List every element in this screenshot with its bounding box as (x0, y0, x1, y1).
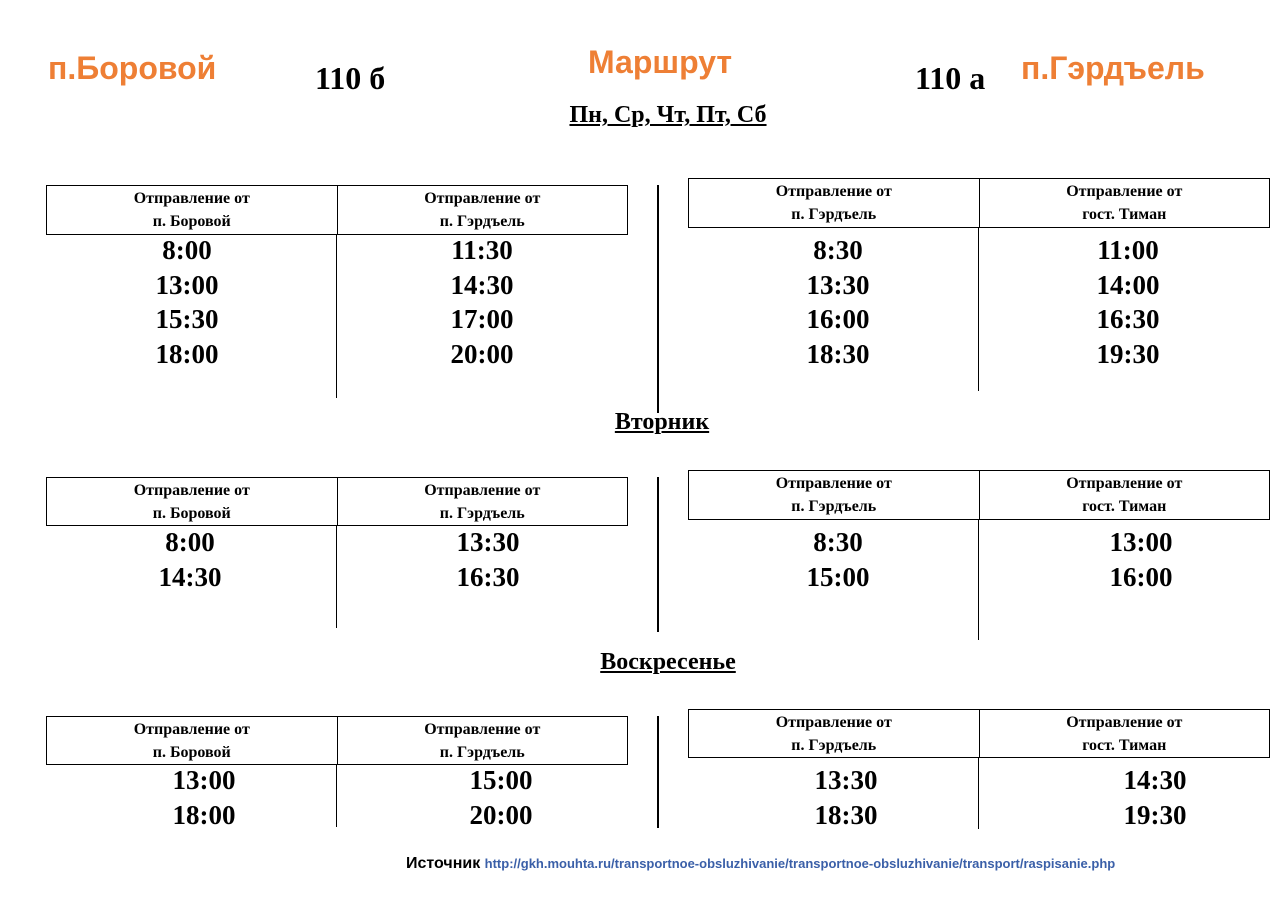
schedule-table-header (688, 470, 1270, 520)
section-heading-tuesday: Вторник (614, 409, 710, 435)
departure-time: 18:30 (806, 339, 870, 370)
departure-times-column (728, 525, 948, 594)
departure-times-column (736, 763, 956, 832)
schedule-table-header (688, 709, 1270, 758)
source-label: Источник (406, 855, 481, 872)
departure-time: 20:00 (469, 799, 533, 830)
column-header: Отправление от гост. Тиман (979, 179, 1270, 227)
left-route-number: 110 б (315, 60, 386, 96)
departure-times-column (1018, 233, 1238, 372)
departure-times-column (372, 233, 592, 372)
column-divider (336, 526, 337, 628)
departure-time: 16:00 (1109, 561, 1173, 592)
column-divider (336, 765, 337, 827)
departure-time: 20:00 (450, 339, 514, 370)
schedule-table-header (46, 716, 628, 765)
section-heading-weekdays: Пн, Ср, Чт, Пт, Сб (569, 102, 767, 128)
departure-time: 8:00 (165, 527, 215, 557)
departure-times-column (1045, 763, 1265, 832)
departure-time: 11:30 (451, 235, 513, 265)
route-title: Маршрут (588, 44, 733, 80)
right-stop-title: п.Гэрдъель (1021, 50, 1205, 86)
departure-time: 17:00 (450, 304, 514, 335)
column-header: Отправление от п. Гэрдъель (775, 183, 892, 223)
departure-time: 15:00 (469, 765, 533, 795)
departure-time: 15:00 (806, 561, 870, 592)
departure-time: 14:30 (1123, 765, 1187, 795)
departure-time: 16:30 (1096, 304, 1160, 335)
departure-time: 13:00 (172, 765, 236, 795)
departure-time: 18:00 (172, 799, 236, 830)
column-header: Отправление от гост. Тиман (979, 471, 1270, 519)
departure-time: 14:30 (158, 561, 222, 592)
schedule-table-header (46, 477, 628, 526)
departure-time: 8:00 (162, 235, 212, 265)
departure-time: 13:00 (155, 269, 219, 300)
route-separator (657, 185, 659, 413)
source-link[interactable]: http://gkh.mouhta.ru/transportnoe-obsluzhivanie/transportnoe-obsluzhivanie/transport/raspisanie.php (484, 856, 1116, 871)
departure-time: 19:30 (1123, 799, 1187, 830)
departure-time: 18:00 (155, 339, 219, 370)
left-stop-title: п.Боровой (48, 50, 217, 86)
departure-times-column (378, 525, 598, 594)
departure-time: 13:30 (456, 527, 520, 557)
section-heading-sunday: Воскресенье (600, 649, 736, 675)
departure-time: 8:30 (813, 235, 863, 265)
column-header: Отправление от п. Гэрдъель (337, 478, 628, 525)
schedule-table-header (46, 185, 628, 235)
column-header: Отправление от п. Гэрдъель (775, 714, 892, 754)
departure-times-column (94, 763, 314, 832)
departure-time: 14:30 (450, 269, 514, 300)
column-header: Отправление от п. Боровой (133, 482, 250, 522)
departure-times-column (1031, 525, 1251, 594)
departure-time: 13:30 (814, 765, 878, 795)
column-header: Отправление от п. Гэрдъель (337, 186, 628, 234)
departure-time: 13:30 (806, 269, 870, 300)
right-route-number: 110 а (915, 60, 986, 96)
source-line (406, 855, 1115, 873)
schedule-table-header (688, 178, 1270, 228)
departure-time: 18:30 (814, 799, 878, 830)
departure-times-column (391, 763, 611, 832)
column-divider (336, 235, 337, 398)
departure-time: 15:30 (155, 304, 219, 335)
departure-times-column (728, 233, 948, 372)
departure-times-column (80, 525, 300, 594)
column-divider (978, 228, 979, 391)
column-divider (978, 520, 979, 640)
column-header: Отправление от гост. Тиман (979, 710, 1270, 757)
column-header: Отправление от п. Гэрдъель (775, 475, 892, 515)
route-separator (657, 477, 659, 632)
column-divider (978, 758, 979, 829)
departure-time: 16:30 (456, 561, 520, 592)
departure-time: 16:00 (806, 304, 870, 335)
column-header: Отправление от п. Боровой (133, 190, 250, 230)
departure-time: 14:00 (1096, 269, 1160, 300)
column-header: Отправление от п. Гэрдъель (337, 717, 628, 764)
departure-times-column (77, 233, 297, 372)
column-header: Отправление от п. Боровой (133, 721, 250, 761)
departure-time: 13:00 (1109, 527, 1173, 557)
departure-time: 11:00 (1097, 235, 1159, 265)
route-separator (657, 716, 659, 828)
departure-time: 19:30 (1096, 339, 1160, 370)
departure-time: 8:30 (813, 527, 863, 557)
